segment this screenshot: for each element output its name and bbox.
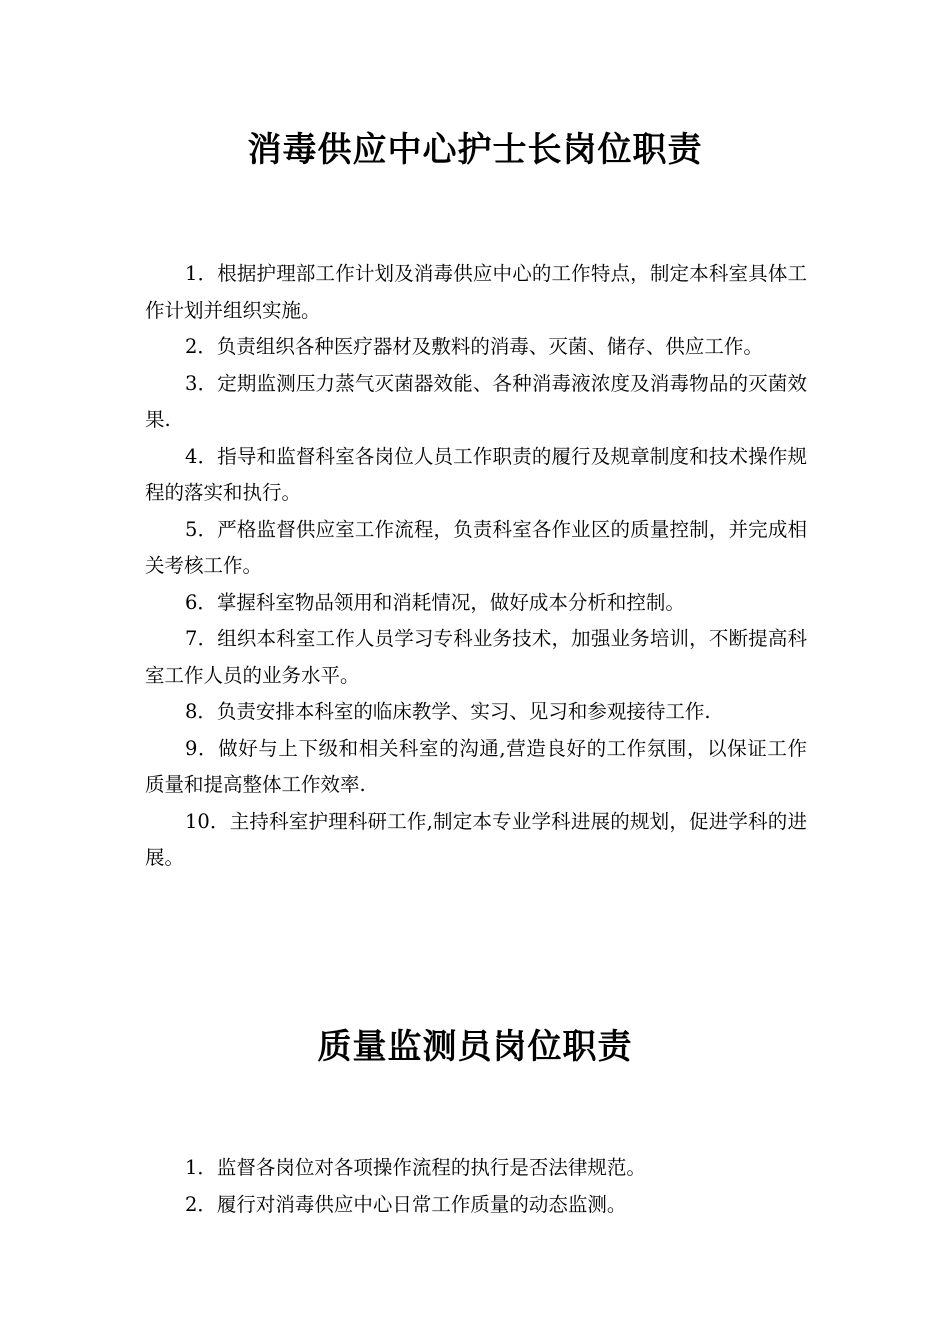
duty-item: 6．掌握科室物品领用和消耗情况，做好成本分析和控制。: [185, 590, 685, 614]
duty-item: 3．定期监测压力蒸气灭菌器效能、各种消毒液浓度及消毒物品的灭菌效果.: [145, 371, 807, 431]
duty-item: 9．做好与上下级和相关科室的沟通,营造良好的工作氛围，以保证工作质量和提高整体工作效率.: [145, 736, 807, 796]
quality-monitor-duties-list: [145, 1150, 807, 1223]
head-nurse-duties-list: [145, 256, 807, 877]
section-title-head-nurse: 消毒供应中心护士长岗位职责: [247, 130, 703, 170]
duty-item: 8．负责安排本科室的临床教学、实习、见习和参观接待工作.: [185, 700, 711, 723]
duty-item: 5．严格监督供应室工作流程，负责科室各作业区的质量控制，并完成相关考核工作。: [145, 517, 807, 577]
duty-item: 7．组织本科室工作人员学习专科业务技术，加强业务培训，不断提高科室工作人员的业务水平。: [145, 627, 807, 687]
duty-item: 1．根据护理部工作计划及消毒供应中心的工作特点，制定本科室具体工作计划并组织实施。: [145, 262, 807, 322]
duty-item: 2．履行对消毒供应中心日常工作质量的动态监测。: [185, 1192, 627, 1216]
duty-item: 1．监督各岗位对各项操作流程的执行是否法律规范。: [185, 1156, 646, 1179]
duty-item: 10．主持科室护理科研工作,制定本专业学科进展的规划，促进学科的进展。: [145, 809, 807, 869]
duty-item: 2．负责组织各种医疗器材及敷料的消毒、灭菌、储存、供应工作。: [185, 335, 763, 358]
section-title-quality-monitor: 质量监测员岗位职责: [317, 1027, 633, 1067]
duty-item: 4．指导和监督科室各岗位人员工作职责的履行及规章制度和技术操作规程的落实和执行。: [145, 444, 807, 504]
